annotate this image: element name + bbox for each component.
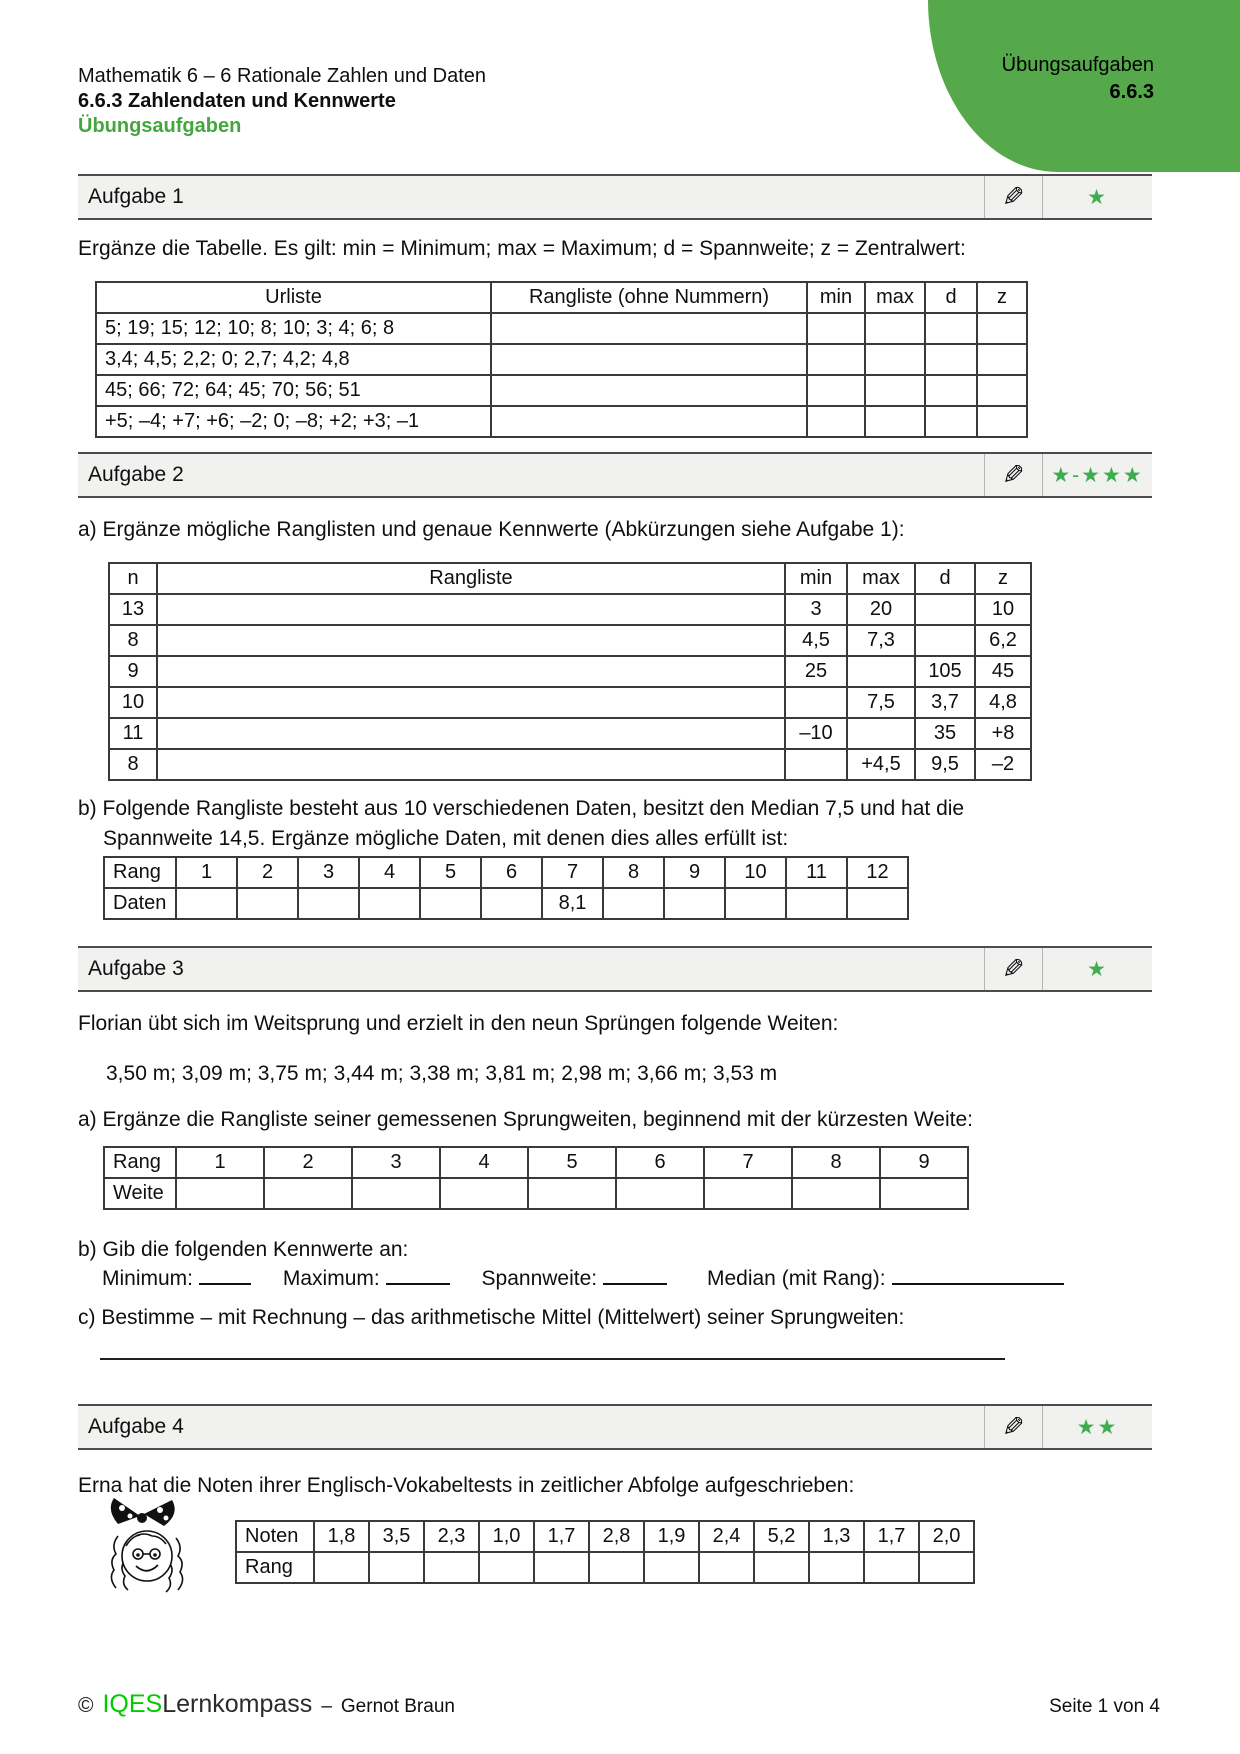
empty-cell xyxy=(157,656,785,687)
empty-cell xyxy=(807,406,865,437)
col-rangliste: Rangliste xyxy=(157,563,785,594)
z-cell: +8 xyxy=(975,718,1031,749)
rang-cell: 7 xyxy=(542,857,603,888)
pencil-icon: ✎ xyxy=(1002,953,1025,984)
corner-label: Übungsaufgaben xyxy=(1001,54,1154,76)
daten-cell xyxy=(786,888,847,919)
rang-cell: 4 xyxy=(359,857,420,888)
empty-cell xyxy=(157,718,785,749)
answer-line xyxy=(100,1338,1005,1360)
task1-title: Aufgabe 1 xyxy=(88,185,184,208)
daten-cell xyxy=(725,888,786,919)
table-row xyxy=(109,749,1031,780)
empty-cell xyxy=(176,1178,264,1209)
task3-b-fields xyxy=(102,1266,1064,1291)
rang-row xyxy=(104,857,908,888)
header-course: Mathematik 6 – 6 Rationale Zahlen und Daten xyxy=(78,65,487,87)
max-cell xyxy=(847,718,915,749)
pencil-icon: ✎ xyxy=(1002,1411,1025,1442)
note-cell: 1,3 xyxy=(809,1521,864,1552)
task2-b-line1: b) Folgende Rangliste besteht aus 10 verschiedenen Daten, besitzt den Median 7,5 und hat die xyxy=(78,797,965,820)
note-cell: 3,5 xyxy=(369,1521,424,1552)
table-row xyxy=(96,313,1027,344)
z-cell: –2 xyxy=(975,749,1031,780)
field-label-minimum: Minimum: xyxy=(102,1267,194,1290)
empty-cell xyxy=(424,1552,479,1583)
daten-cell xyxy=(359,888,420,919)
task2-table-b xyxy=(103,856,909,920)
col-max: max xyxy=(865,282,925,313)
rang-row xyxy=(104,1147,968,1178)
empty-cell xyxy=(977,375,1027,406)
col-min: min xyxy=(785,563,847,594)
footer-dash: – xyxy=(321,1696,332,1717)
empty-cell xyxy=(528,1178,616,1209)
n-cell: 13 xyxy=(109,594,157,625)
empty-cell xyxy=(807,375,865,406)
rang-cell: 3 xyxy=(352,1147,440,1178)
task3-c-text: c) Bestimme – mit Rechnung – das arithmetische Mittel (Mittelwert) seiner Sprungweiten: xyxy=(78,1306,905,1329)
star-icon: ★-★★★ xyxy=(1051,463,1144,487)
rang-cell: 10 xyxy=(725,857,786,888)
max-cell: +4,5 xyxy=(847,749,915,780)
rang-cell: 1 xyxy=(176,857,237,888)
minimum-blank xyxy=(199,1266,251,1285)
empty-cell xyxy=(925,375,977,406)
col-rangliste: Rangliste (ohne Nummern) xyxy=(491,282,807,313)
daten-cell: 8,1 xyxy=(542,888,603,919)
note-cell: 5,2 xyxy=(754,1521,809,1552)
task3-table xyxy=(103,1146,969,1210)
n-cell: 9 xyxy=(109,656,157,687)
task4-pencil-cell xyxy=(984,1406,1042,1448)
table-row xyxy=(96,375,1027,406)
footer-brand-lernkompass: Lernkompass xyxy=(162,1690,313,1718)
task3-pencil-cell xyxy=(984,948,1042,990)
min-cell: 3 xyxy=(785,594,847,625)
col-n: n xyxy=(109,563,157,594)
daten-row xyxy=(104,888,908,919)
col-d: d xyxy=(925,282,977,313)
z-cell: 10 xyxy=(975,594,1031,625)
empty-cell xyxy=(925,406,977,437)
page-footer xyxy=(78,1690,1160,1719)
task1-pencil-cell xyxy=(984,176,1042,218)
corner-code: 6.6.3 xyxy=(1109,81,1154,103)
task2-table-a xyxy=(108,562,1032,781)
empty-cell xyxy=(977,344,1027,375)
n-cell: 11 xyxy=(109,718,157,749)
empty-cell xyxy=(792,1178,880,1209)
task2-header-bar xyxy=(78,452,1152,498)
z-cell: 6,2 xyxy=(975,625,1031,656)
task2-b-line2: Spannweite 14,5. Ergänze mögliche Daten, mit denen dies alles erfüllt ist: xyxy=(103,827,789,850)
daten-cell xyxy=(298,888,359,919)
table-row xyxy=(109,625,1031,656)
weite-row xyxy=(104,1178,968,1209)
field-label-maximum: Maximum: xyxy=(282,1267,380,1290)
rang-cell: 7 xyxy=(704,1147,792,1178)
min-cell xyxy=(785,749,847,780)
daten-cell xyxy=(176,888,237,919)
row-label: Noten xyxy=(236,1521,314,1552)
rang-cell: 2 xyxy=(264,1147,352,1178)
star-icon: ★ xyxy=(1087,185,1108,209)
task2-pencil-cell xyxy=(984,454,1042,496)
row-label: Rang xyxy=(104,1147,176,1178)
table-row xyxy=(96,344,1027,375)
empty-cell xyxy=(491,344,807,375)
urliste-cell: 5; 19; 15; 12; 10; 8; 10; 3; 4; 6; 8 xyxy=(96,313,491,344)
max-cell: 7,3 xyxy=(847,625,915,656)
daten-cell xyxy=(603,888,664,919)
empty-cell xyxy=(491,406,807,437)
max-cell: 20 xyxy=(847,594,915,625)
row-label: Rang xyxy=(104,857,176,888)
empty-cell xyxy=(704,1178,792,1209)
n-cell: 8 xyxy=(109,625,157,656)
empty-cell xyxy=(157,594,785,625)
task4-intro: Erna hat die Noten ihrer Englisch-Vokabeltests in zeitlicher Abfolge aufgeschrieben: xyxy=(78,1474,855,1497)
table-header-row xyxy=(109,563,1031,594)
d-cell: 9,5 xyxy=(915,749,975,780)
col-z: z xyxy=(975,563,1031,594)
task3-weiten: 3,50 m; 3,09 m; 3,75 m; 3,44 m; 3,38 m; 3,81 m; 2,98 m; 3,66 m; 3,53 m xyxy=(106,1062,778,1085)
d-cell: 3,7 xyxy=(915,687,975,718)
corner-text xyxy=(1002,52,1154,106)
footer-brand-iqes: IQES xyxy=(102,1690,163,1718)
empty-cell xyxy=(865,406,925,437)
task3-difficulty-cell xyxy=(1042,948,1152,990)
d-cell xyxy=(915,625,975,656)
document-header xyxy=(78,64,486,139)
table-row xyxy=(96,406,1027,437)
min-cell: –10 xyxy=(785,718,847,749)
header-subtitle: Übungsaufgaben xyxy=(78,115,242,137)
rang-cell: 11 xyxy=(786,857,847,888)
median-blank xyxy=(892,1266,1064,1285)
empty-cell xyxy=(157,687,785,718)
table-row xyxy=(109,718,1031,749)
rang-cell: 12 xyxy=(847,857,908,888)
empty-cell xyxy=(479,1552,534,1583)
rang-cell: 2 xyxy=(237,857,298,888)
row-label: Rang xyxy=(236,1552,314,1583)
note-cell: 2,8 xyxy=(589,1521,644,1552)
pencil-icon: ✎ xyxy=(1002,181,1025,212)
girl-cartoon-image xyxy=(102,1494,194,1598)
task1-intro: Ergänze die Tabelle. Es gilt: min = Minimum; max = Maximum; d = Spannweite; z = Zentralwert: xyxy=(78,237,966,260)
empty-cell xyxy=(644,1552,699,1583)
d-cell: 35 xyxy=(915,718,975,749)
rang-cell: 6 xyxy=(481,857,542,888)
maximum-blank xyxy=(386,1266,450,1285)
empty-cell xyxy=(616,1178,704,1209)
empty-cell xyxy=(352,1178,440,1209)
note-cell: 1,9 xyxy=(644,1521,699,1552)
urliste-cell: +5; –4; +7; +6; –2; 0; –8; +2; +3; –1 xyxy=(96,406,491,437)
task2-difficulty-cell xyxy=(1042,454,1152,496)
rang-cell: 9 xyxy=(664,857,725,888)
noten-row xyxy=(236,1521,974,1552)
note-cell: 2,3 xyxy=(424,1521,479,1552)
row-label: Daten xyxy=(104,888,176,919)
empty-cell xyxy=(491,375,807,406)
min-cell xyxy=(785,687,847,718)
urliste-cell: 45; 66; 72; 64; 45; 70; 56; 51 xyxy=(96,375,491,406)
empty-cell xyxy=(809,1552,864,1583)
task4-difficulty-cell xyxy=(1042,1406,1152,1448)
empty-cell xyxy=(865,313,925,344)
z-cell: 4,8 xyxy=(975,687,1031,718)
daten-cell xyxy=(847,888,908,919)
empty-cell xyxy=(264,1178,352,1209)
empty-cell xyxy=(880,1178,968,1209)
daten-cell xyxy=(237,888,298,919)
rang-cell: 8 xyxy=(603,857,664,888)
z-cell: 45 xyxy=(975,656,1031,687)
task3-b-text: b) Gib die folgenden Kennwerte an: xyxy=(78,1238,409,1261)
empty-cell xyxy=(157,749,785,780)
col-z: z xyxy=(977,282,1027,313)
n-cell: 8 xyxy=(109,749,157,780)
task4-header-bar xyxy=(78,1404,1152,1450)
pencil-icon: ✎ xyxy=(1002,459,1025,490)
task3-title: Aufgabe 3 xyxy=(88,957,184,980)
rang-cell: 8 xyxy=(792,1147,880,1178)
rang-cell: 3 xyxy=(298,857,359,888)
empty-cell xyxy=(807,313,865,344)
rang-cell: 5 xyxy=(420,857,481,888)
star-icon: ★ xyxy=(1087,957,1108,981)
note-cell: 2,0 xyxy=(919,1521,974,1552)
empty-cell xyxy=(589,1552,644,1583)
task1-header-bar xyxy=(78,174,1152,220)
copyright-icon: © xyxy=(78,1694,94,1717)
row-label: Weite xyxy=(104,1178,176,1209)
task3-header-bar xyxy=(78,946,1152,992)
empty-cell xyxy=(977,313,1027,344)
table-row xyxy=(109,687,1031,718)
task1-table xyxy=(95,281,1028,438)
empty-cell xyxy=(534,1552,589,1583)
empty-cell xyxy=(865,344,925,375)
empty-cell xyxy=(369,1552,424,1583)
empty-cell xyxy=(754,1552,809,1583)
empty-cell xyxy=(919,1552,974,1583)
rang-cell: 1 xyxy=(176,1147,264,1178)
min-cell: 4,5 xyxy=(785,625,847,656)
empty-cell xyxy=(440,1178,528,1209)
header-chapter: 6.6.3 Zahlendaten und Kennwerte xyxy=(78,90,396,112)
note-cell: 1,7 xyxy=(534,1521,589,1552)
max-cell: 7,5 xyxy=(847,687,915,718)
task1-difficulty-cell xyxy=(1042,176,1152,218)
table-row xyxy=(109,656,1031,687)
star-icon: ★★ xyxy=(1076,1415,1119,1439)
field-label-spannweite: Spannweite: xyxy=(481,1267,598,1290)
note-cell: 2,4 xyxy=(699,1521,754,1552)
rang-row xyxy=(236,1552,974,1583)
table-row xyxy=(109,594,1031,625)
empty-cell xyxy=(925,313,977,344)
urliste-cell: 3,4; 4,5; 2,2; 0; 2,7; 4,2; 4,8 xyxy=(96,344,491,375)
empty-cell xyxy=(699,1552,754,1583)
daten-cell xyxy=(664,888,725,919)
rang-cell: 4 xyxy=(440,1147,528,1178)
note-cell: 1,7 xyxy=(864,1521,919,1552)
task3-a-text: a) Ergänze die Rangliste seiner gemessenen Sprungweiten, beginnend mit der kürzesten Weite: xyxy=(78,1108,973,1131)
rang-cell: 6 xyxy=(616,1147,704,1178)
field-label-median: Median (mit Rang): xyxy=(706,1267,886,1290)
empty-cell xyxy=(925,344,977,375)
col-min: min xyxy=(807,282,865,313)
daten-cell xyxy=(481,888,542,919)
task3-intro: Florian übt sich im Weitsprung und erzielt in den neun Sprüngen folgende Weiten: xyxy=(78,1012,839,1035)
d-cell: 105 xyxy=(915,656,975,687)
page-number: Seite 1 von 4 xyxy=(1049,1696,1160,1717)
col-max: max xyxy=(847,563,915,594)
task2-title: Aufgabe 2 xyxy=(88,463,184,486)
empty-cell xyxy=(807,344,865,375)
task4-table xyxy=(235,1520,975,1584)
empty-cell xyxy=(157,625,785,656)
footer-author: Gernot Braun xyxy=(340,1696,455,1717)
empty-cell xyxy=(977,406,1027,437)
rang-cell: 9 xyxy=(880,1147,968,1178)
col-urliste: Urliste xyxy=(96,282,491,313)
table-header-row xyxy=(96,282,1027,313)
col-d: d xyxy=(915,563,975,594)
empty-cell xyxy=(314,1552,369,1583)
max-cell xyxy=(847,656,915,687)
empty-cell xyxy=(864,1552,919,1583)
d-cell xyxy=(915,594,975,625)
task2-a-text: a) Ergänze mögliche Ranglisten und genaue Kennwerte (Abkürzungen siehe Aufgabe 1): xyxy=(78,518,905,541)
n-cell: 10 xyxy=(109,687,157,718)
note-cell: 1,8 xyxy=(314,1521,369,1552)
task4-title: Aufgabe 4 xyxy=(88,1415,184,1438)
min-cell: 25 xyxy=(785,656,847,687)
rang-cell: 5 xyxy=(528,1147,616,1178)
daten-cell xyxy=(420,888,481,919)
empty-cell xyxy=(491,313,807,344)
empty-cell xyxy=(865,375,925,406)
note-cell: 1,0 xyxy=(479,1521,534,1552)
spannweite-blank xyxy=(603,1266,667,1285)
